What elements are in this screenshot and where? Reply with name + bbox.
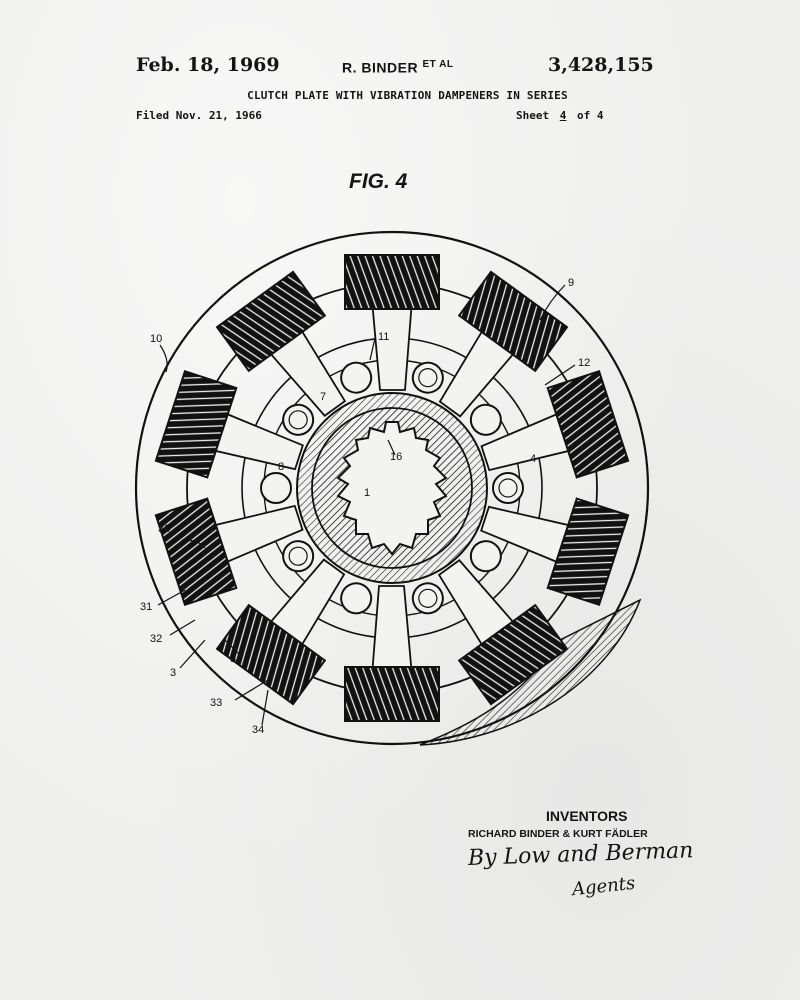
ref-31: 31 <box>140 601 153 613</box>
figure-label: FIG. 4 <box>349 170 408 193</box>
ref-10: 10 <box>150 333 163 345</box>
ref-16: 16 <box>390 451 403 463</box>
inventors-heading: INVENTORS <box>546 808 628 824</box>
inventor-names: RICHARD BINDER & KURT FÄDLER <box>468 828 648 840</box>
patent-date: Feb. 18, 1969 <box>136 54 280 76</box>
ref-1: 1 <box>364 487 371 499</box>
ref-12: 12 <box>578 357 591 369</box>
ref-3: 3 <box>170 667 177 679</box>
et-al: ET AL <box>422 59 454 70</box>
filed-date: Filed Nov. 21, 1966 <box>136 109 262 122</box>
ref-11: 11 <box>378 331 390 343</box>
ref-9: 9 <box>568 277 575 289</box>
ref-33: 33 <box>158 523 171 535</box>
ref-34b: 34 <box>252 724 265 736</box>
ref-33b: 33 <box>210 697 223 709</box>
agents-label: Agents <box>571 872 637 901</box>
patent-number: 3,428,155 <box>548 54 654 76</box>
sheet-suffix: of 4 <box>577 109 604 122</box>
patent-title: CLUTCH PLATE WITH VIBRATION DAMPENERS IN SERIES <box>247 89 568 102</box>
ref-32: 32 <box>150 633 163 645</box>
ref-4: 4 <box>530 453 537 465</box>
inventor-name: R. BINDER <box>342 59 419 76</box>
sheet-prefix: Sheet <box>516 109 550 122</box>
agent-signature: By Low and Berman <box>467 838 694 871</box>
ref-7: 7 <box>320 391 327 403</box>
sheet-number: 4 <box>559 109 567 122</box>
ref-34: 34 <box>230 653 243 665</box>
ref-8: 8 <box>278 461 285 473</box>
